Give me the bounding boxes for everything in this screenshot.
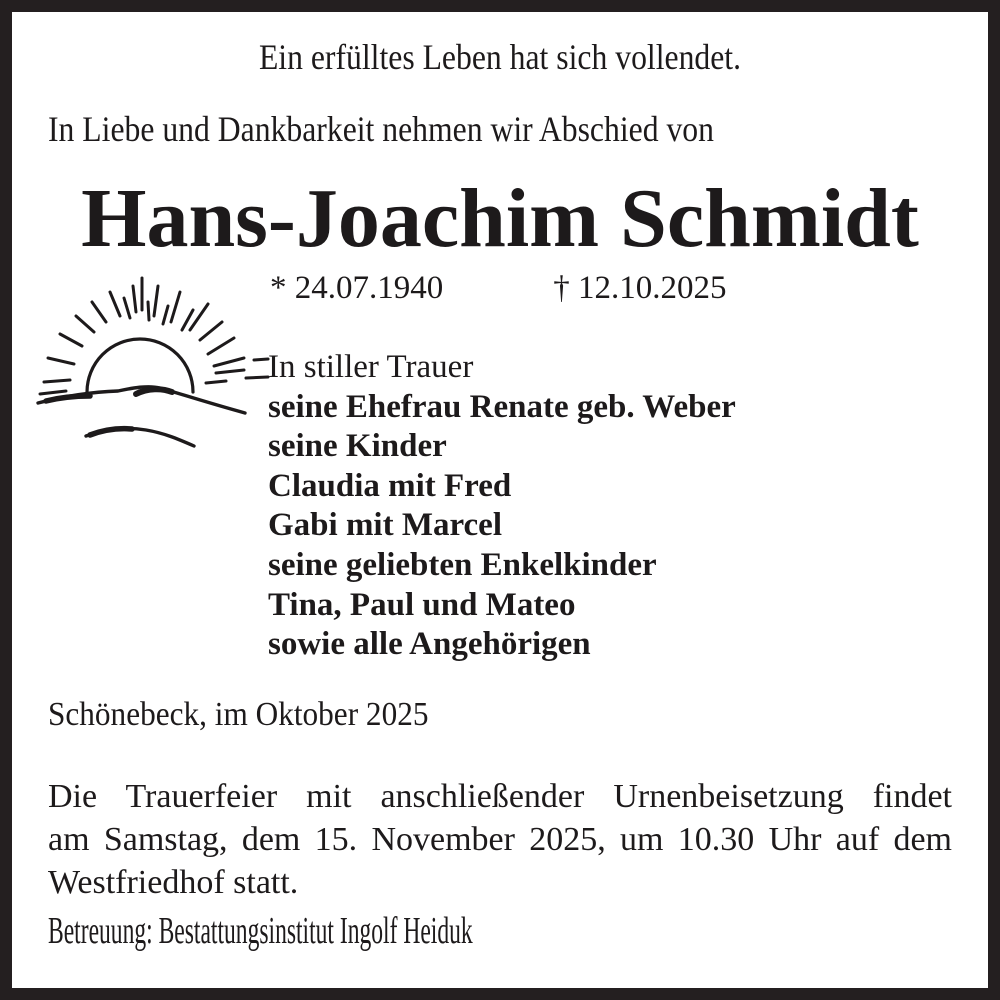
mourner-line: seine geliebten Enkelkinder [268, 546, 657, 583]
place-date-line: Schönebeck, im Oktober 2025 [48, 696, 429, 733]
deceased-name: Hans-Joachim Schmidt [81, 172, 919, 265]
funeral-line: am Samstag, dem 15. November 2025, um 10.30 Uhr auf dem [48, 821, 952, 858]
birth-date: * 24.07.1940 [270, 270, 444, 306]
opening-line: Ein erfülltes Leben hat sich vollendet. [258, 37, 742, 77]
funeral-line: Die Trauerfeier mit anschließender Urnenbeisetzung findet [48, 778, 952, 815]
care-line: Betreuung: Bestattungsinstitut Ingolf Heiduk [48, 910, 473, 952]
mourner-line: Gabi mit Marcel [268, 507, 502, 544]
intro-line: In Liebe und Dankbarkeit nehmen wir Abschied von [48, 109, 714, 149]
mourning-intro: In stiller Trauer [268, 349, 474, 385]
funeral-line: Westfriedhof statt. [48, 864, 299, 901]
sunset-over-hills-icon [30, 270, 270, 460]
mourner-line: Tina, Paul und Mateo [268, 586, 576, 623]
mourners-block [268, 348, 736, 665]
mourner-line: Claudia mit Fred [268, 467, 512, 504]
mourner-line: seine Ehefrau Renate geb. Weber [268, 388, 736, 425]
mourner-line: sowie alle Angehörigen [268, 626, 591, 663]
mourner-line: seine Kinder [268, 428, 447, 465]
funeral-info [48, 775, 952, 904]
death-date: † 12.10.2025 [553, 270, 727, 306]
life-dates [270, 270, 727, 307]
